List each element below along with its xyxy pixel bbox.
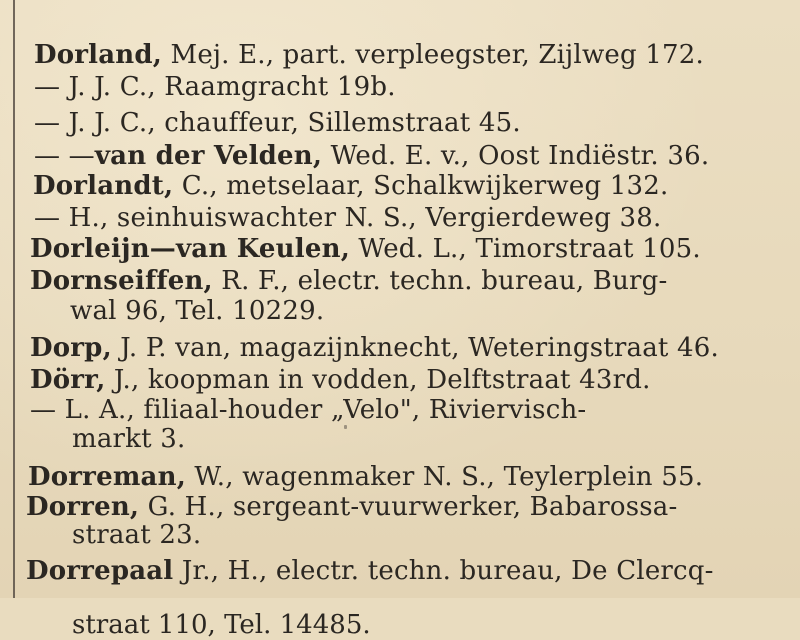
entry-dorreman: Dorreman, W., wagenmaker N. S., Teylerplein 55. <box>28 462 704 492</box>
entry-dorren-cont: straat 23. <box>72 520 202 550</box>
entry-van-der-velden: — —van der Velden, Wed. E. v., Oost Indiëstr. 36. <box>34 141 710 171</box>
entry-dornseiffen-cont: wal 96, Tel. 10229. <box>70 296 325 326</box>
entry-dorr-la: — L. A., filiaal-houder „Velo", Riviervisch- <box>30 395 587 425</box>
entry-dorleijn: Dorleijn—van Keulen, Wed. L., Timorstraat 105. <box>30 234 701 264</box>
entry-dornseiffen: Dornseiffen, R. F., electr. techn. bureau, Burg- <box>30 266 668 296</box>
entry-dorlandt: Dorlandt, C., metselaar, Schalkwijkerweg 132. <box>33 171 669 201</box>
column-rule <box>13 0 15 598</box>
entry-dorrepaal: Dorrepaal Jr., H., electr. techn. bureau, De Clercq- <box>26 556 714 586</box>
entry-dorr-la-cont: markt 3. <box>72 424 186 454</box>
ink-speck <box>344 425 347 429</box>
entry-dorland-jjc-2: — J. J. C., chauffeur, Sillemstraat 45. <box>34 108 521 138</box>
entry-dorland-jjc-1: — J. J. C., Raamgracht 19b. <box>34 72 396 102</box>
entry-dorr: Dörr, J., koopman in vodden, Delftstraat 43rd. <box>30 365 651 395</box>
entry-dorp: Dorp, J. P. van, magazijnknecht, Weteringstraat 46. <box>30 333 719 363</box>
entry-dorrepaal-cont: straat 110, Tel. 14485. <box>72 610 371 640</box>
entry-dorlandt-h: — H., seinhuiswachter N. S., Vergierdeweg 38. <box>34 203 662 233</box>
entry-dorland: Dorland, Mej. E., part. verpleegster, Zijlweg 172. <box>34 40 704 70</box>
entry-dorren: Dorren, G. H., sergeant-vuurwerker, Babarossa- <box>26 492 678 522</box>
